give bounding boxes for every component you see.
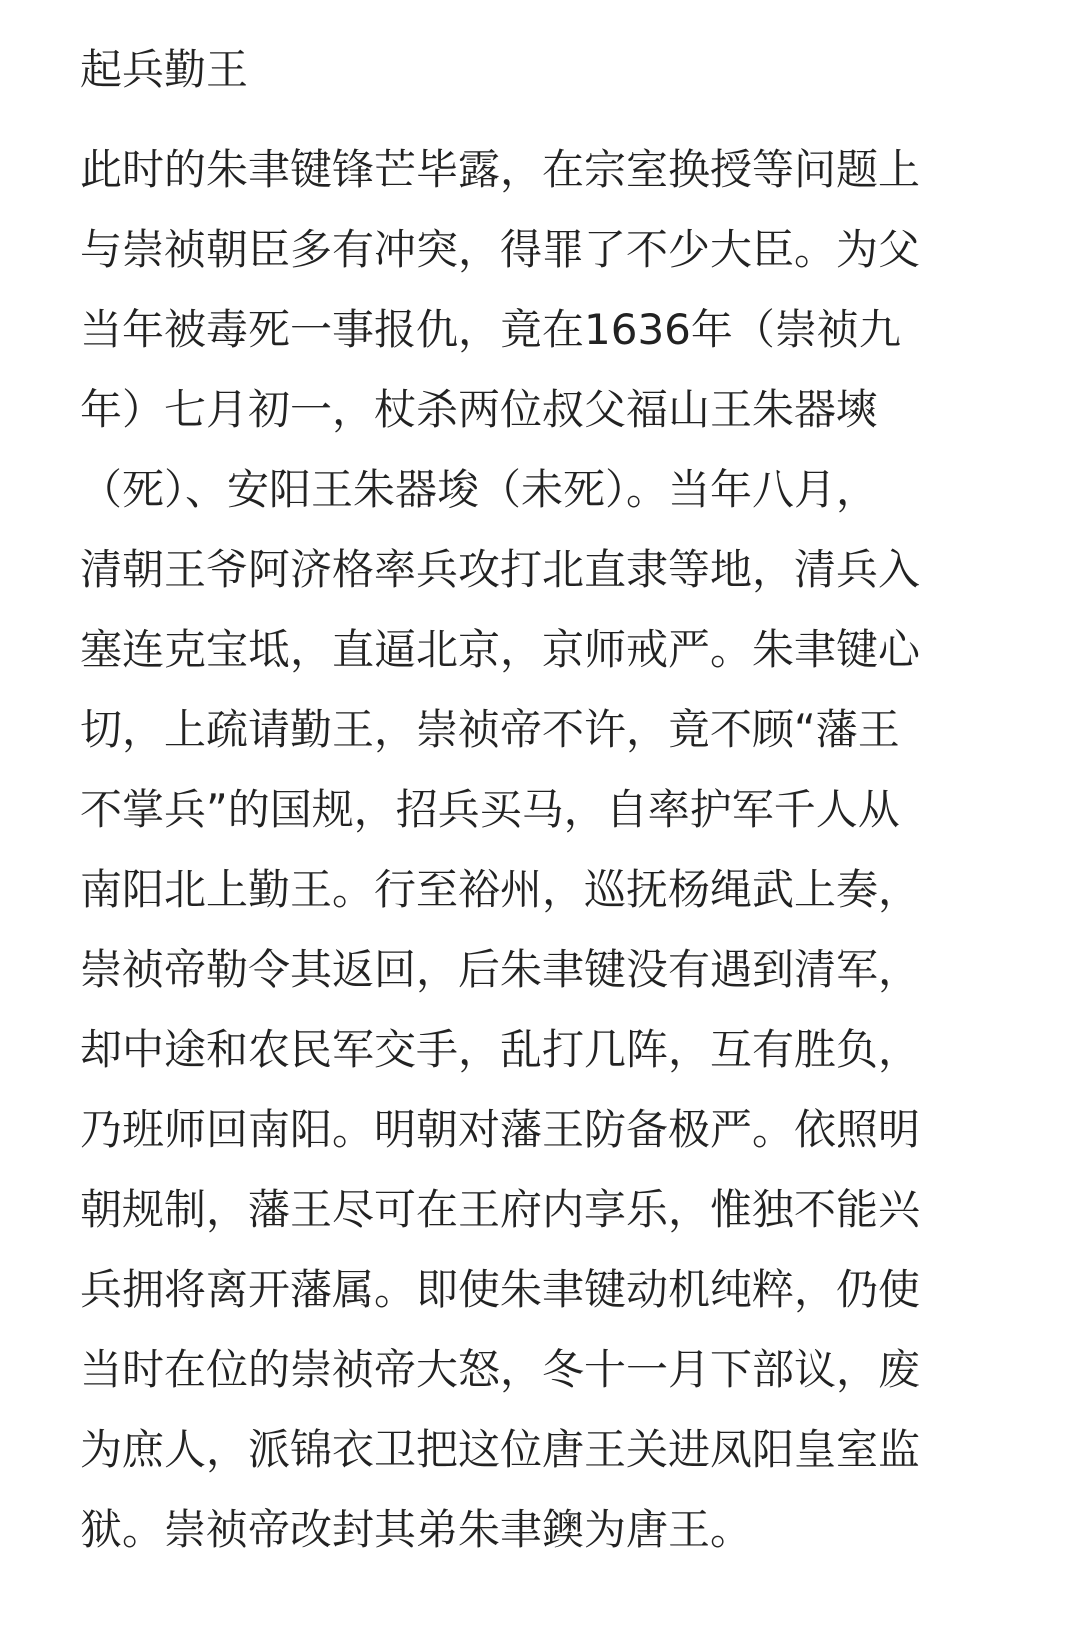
text-line: 与崇祯朝臣多有冲突，得罪了不少大臣。为父 (80, 225, 921, 274)
text-line: 当时在位的崇祯帝大怒，冬十一月下部议，废 (80, 1345, 921, 1394)
text-line: 清朝王爷阿济格率兵攻打北直隶等地，清兵入 (80, 545, 921, 594)
text-line: 年）七月初一，杖杀两位叔父福山王朱器塽 (80, 385, 879, 434)
text-line: 崇祯帝勒令其返回，后朱聿键没有遇到清军， (80, 945, 921, 994)
text-line: 南阳北上勤王。行至裕州，巡抚杨绳武上奏， (80, 865, 921, 914)
text-line: 乃班师回南阳。明朝对藩王防备极严。依照明 (80, 1105, 921, 1154)
text-line: 狱。崇祯帝改封其弟朱聿鐭为唐王。 (80, 1505, 753, 1554)
text-line: 切，上疏请勤王，崇祯帝不许，竟不顾“藩王 (80, 705, 900, 754)
text-line: 当年被毒死一事报仇，竟在1636年（崇祯九 (80, 305, 901, 354)
article (80, 40, 1010, 1570)
text-line: 为庶人，派锦衣卫把这位唐王关进凤阳皇室监 (80, 1425, 921, 1474)
text-line: （死）、安阳王朱器埈（未死）。当年八月， (80, 465, 879, 514)
text-line: 不掌兵”的国规，招兵买马，自率护军千人从 (80, 785, 900, 834)
article-title: 起兵勤王 (80, 45, 249, 94)
text-line: 兵拥将离开藩属。即使朱聿键动机纯粹，仍使 (80, 1265, 921, 1314)
text-line: 朝规制，藩王尽可在王府内享乐，惟独不能兴 (80, 1185, 921, 1234)
text-line: 却中途和农民军交手，乱打几阵，互有胜负， (80, 1025, 921, 1074)
text-line: 此时的朱聿键锋芒毕露，在宗室换授等问题上 (80, 145, 921, 194)
text-line: 塞连克宝坻，直逼北京，京师戒严。朱聿键心 (80, 625, 921, 674)
article-body (80, 130, 1010, 1570)
